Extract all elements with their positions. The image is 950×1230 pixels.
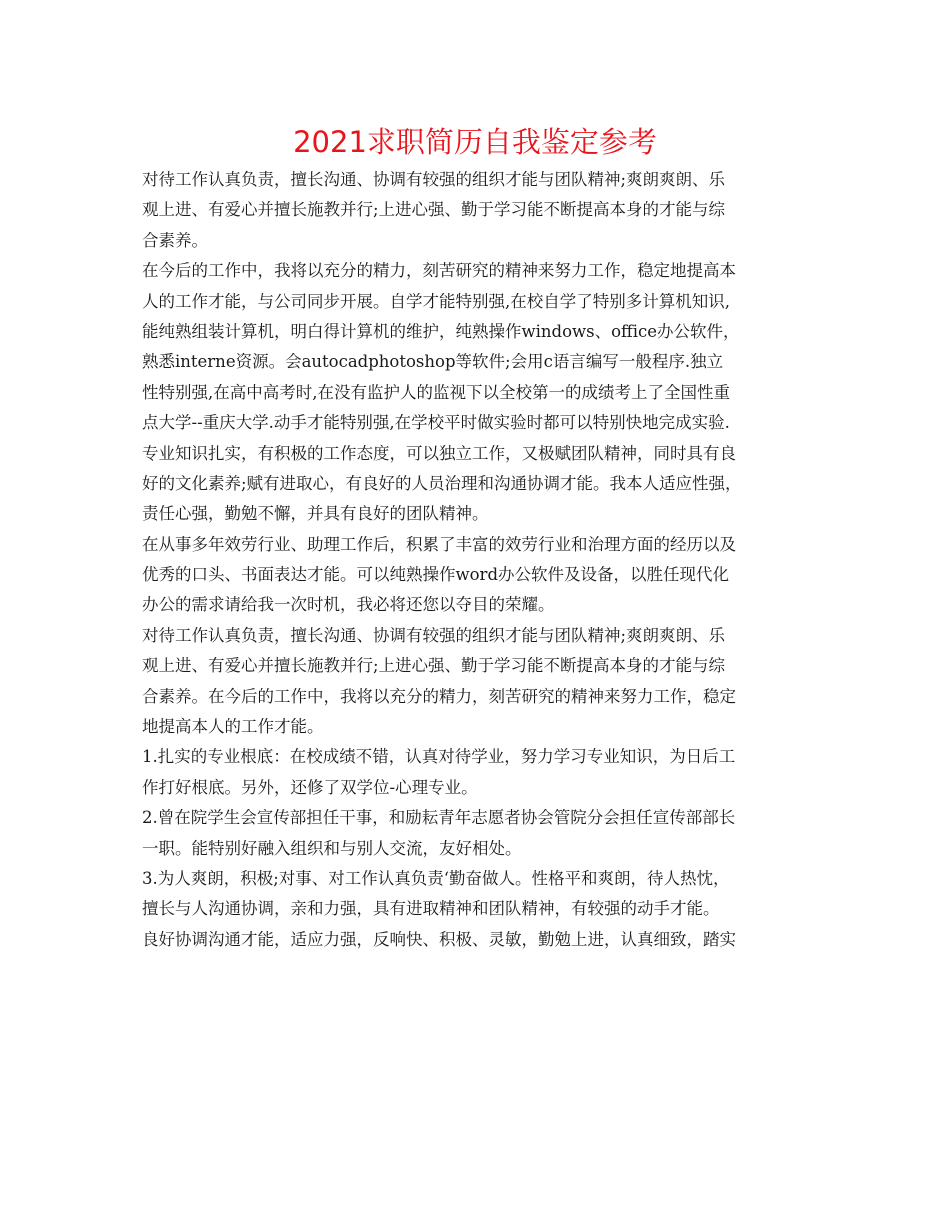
- document-body: [142, 165, 822, 955]
- text-line: 在今后的工作中，我将以充分的精力，刻苦研究的精神来努力工作，稳定地提高本: [142, 261, 736, 281]
- text-line: 熟悉interne资源。会autocadphotoshop等软件;会用c语言编写一般程序.独立: [142, 352, 724, 372]
- text-line: 良好协调沟通才能，适应力强，反响快、积极、灵敏，勤勉上进，认真细致，踏实: [142, 929, 736, 949]
- text-line: 责任心强，勤勉不懈，并具有良好的团队精神。: [142, 504, 489, 524]
- text-line: 对待工作认真负责，擅长沟通、协调有较强的组织才能与团队精神;爽朗爽朗、乐: [142, 170, 726, 189]
- text-line: 合素养。在今后的工作中，我将以充分的精力，刻苦研究的精神来努力工作，稳定: [142, 686, 736, 706]
- text-line: 办公的需求请给我一次时机，我必将还您以夺目的荣耀。: [142, 595, 555, 615]
- text-line: 地提高本人的工作才能。: [142, 717, 324, 737]
- text-line: 好的文化素养;赋有进取心，有良好的人员治理和沟通协调才能。我本人适应性强，: [142, 473, 742, 493]
- text-line: 2.曾在院学生会宣传部担任干事，和励耘青年志愿者协会管院分会担任宣传部部长: [142, 808, 736, 828]
- text-line: 擅长与人沟通协调，亲和力强，具有进取精神和团队精神，有较强的动手才能。: [142, 899, 720, 919]
- text-line: 作打好根底。另外，还修了双学位-心理专业。: [142, 777, 478, 797]
- text-line: 人的工作才能，与公司同步开展。自学才能特别强,在校自学了特别多计算机知识,: [142, 291, 730, 311]
- text-line: 优秀的口头、书面表达才能。可以纯熟操作word办公软件及设备，以胜任现代化: [142, 565, 730, 585]
- text-line: 观上进、有爱心并擅长施教并行;上进心强、勤于学习能不断提高本身的才能与综: [142, 656, 726, 676]
- text-line: 观上进、有爱心并擅长施教并行;上进心强、勤于学习能不断提高本身的才能与综: [142, 200, 726, 220]
- text-line: 合素养。: [142, 230, 208, 250]
- text-line: 点大学--重庆大学.动手才能特别强,在学校平时做实验时都可以特别快地完成实验.: [142, 413, 730, 433]
- text-line: 在从事多年效劳行业、助理工作后，积累了丰富的效劳行业和治理方面的经历以及: [142, 534, 736, 554]
- text-line: 一职。能特别好融入组织和与别人交流，友好相处。: [142, 838, 522, 858]
- text-line: 性特别强,在高中高考时,在没有监护人的监视下以全校第一的成绩考上了全国性重: [142, 382, 730, 402]
- text-line: 3.为人爽朗，积极;对事、对工作认真负责‘勤奋做人。性格平和爽朗，待人热忱，: [142, 868, 730, 888]
- text-line: 1.扎实的专业根底：在校成绩不错，认真对待学业，努力学习专业知识，为日后工: [142, 747, 736, 767]
- document-title: 2021求职简历自我鉴定参考: [293, 125, 657, 159]
- text-line: 对待工作认真负责，擅长沟通、协调有较强的组织才能与团队精神;爽朗爽朗、乐: [142, 625, 726, 645]
- text-line: 能纯熟组装计算机，明白得计算机的维护，纯熟操作windows、office办公软件，: [142, 321, 740, 341]
- text-line: 专业知识扎实，有积极的工作态度，可以独立工作，又极赋团队精神，同时具有良: [142, 443, 736, 463]
